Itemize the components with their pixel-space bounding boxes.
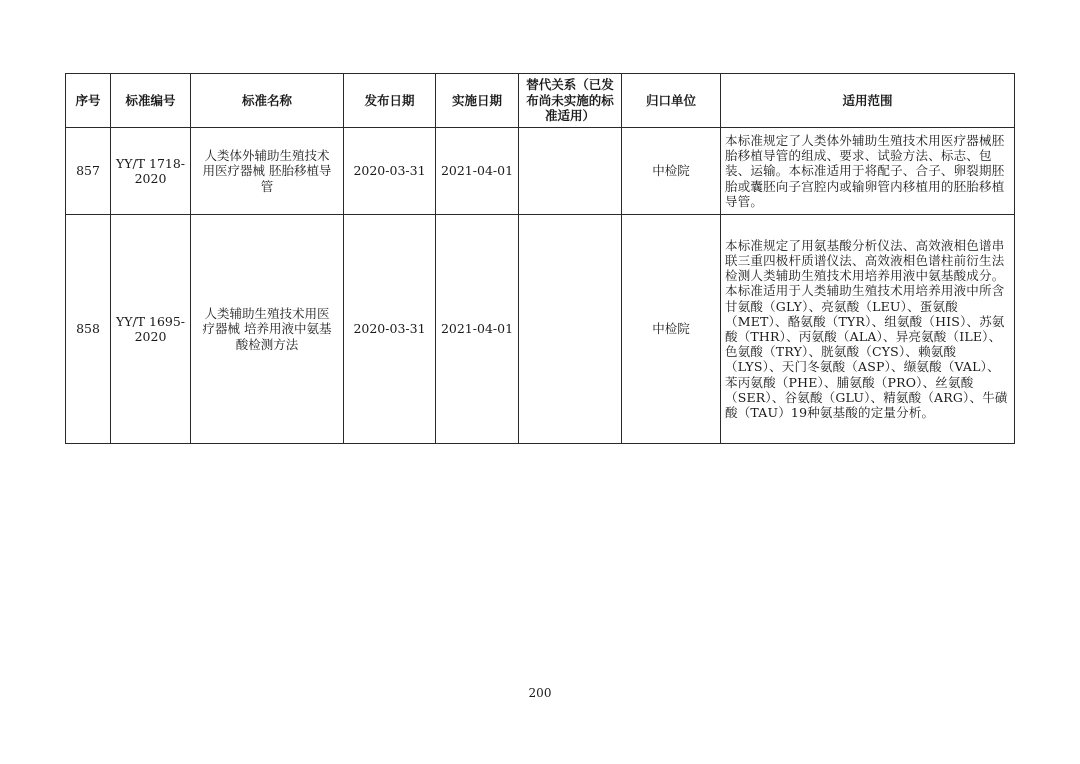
header-scope: 适用范围: [721, 74, 1015, 128]
cell-scope: 本标准规定了人类体外辅助生殖技术用医疗器械胚胎移植导管的组成、要求、试验方法、标志、包装、运输。本标准适用于将配子、合子、卵裂期胚胎或囊胚向子宫腔内或输卵管内移植用的胚胎移植导管。: [721, 128, 1015, 215]
header-unit: 归口单位: [622, 74, 721, 128]
header-row: [66, 74, 1015, 128]
cell-name: 人类辅助生殖技术用医疗器械 培养用液中氨基酸检测方法: [191, 215, 344, 444]
header-publish-date: 发布日期: [344, 74, 436, 128]
table-row: [66, 128, 1015, 215]
page-number: 200: [528, 686, 552, 700]
header-replacement: 替代关系（已发布尚未实施的标准适用）: [519, 74, 622, 128]
cell-unit: 中检院: [622, 215, 721, 444]
cell-unit: 中检院: [622, 128, 721, 215]
cell-implement-date: 2021-04-01: [436, 215, 519, 444]
header-seq: 序号: [66, 74, 111, 128]
header-implement-date: 实施日期: [436, 74, 519, 128]
standards-table: [65, 73, 1015, 444]
cell-code: YY/T 1695-2020: [111, 215, 191, 444]
cell-publish-date: 2020-03-31: [344, 215, 436, 444]
cell-scope: 本标准规定了用氨基酸分析仪法、高效液相色谱串联三重四极杆质谱仪法、高效液相色谱柱前衍生法检测人类辅助生殖技术用培养用液中氨基酸成分。本标准适用于人类辅助生殖技术用培养用液中所含甘氨酸（GLY）、亮氨酸（LEU）、蛋氨酸（MET）、酪氨酸（TYR）、组氨酸（HIS）、苏氨酸（THR）、丙氨酸（ALA）、异亮氨酸（ILE）、色氨酸（TRY）、胱氨酸（CYS）、赖氨酸（LYS）、天门冬氨酸（ASP）、缬氨酸（VAL）、苯丙氨酸（PHE）、脯氨酸（PRO）、丝氨酸（SER）、谷氨酸（GLU）、精氨酸（ARG）、牛磺酸（TAU）19种氨基酸的定量分析。: [721, 215, 1015, 444]
cell-publish-date: 2020-03-31: [344, 128, 436, 215]
cell-seq: 857: [66, 128, 111, 215]
cell-implement-date: 2021-04-01: [436, 128, 519, 215]
cell-seq: 858: [66, 215, 111, 444]
cell-replacement: [519, 128, 622, 215]
header-code: 标准编号: [111, 74, 191, 128]
cell-replacement: [519, 215, 622, 444]
cell-code: YY/T 1718-2020: [111, 128, 191, 215]
table-row: [66, 215, 1015, 444]
header-name: 标准名称: [191, 74, 344, 128]
cell-name: 人类体外辅助生殖技术用医疗器械 胚胎移植导管: [191, 128, 344, 215]
